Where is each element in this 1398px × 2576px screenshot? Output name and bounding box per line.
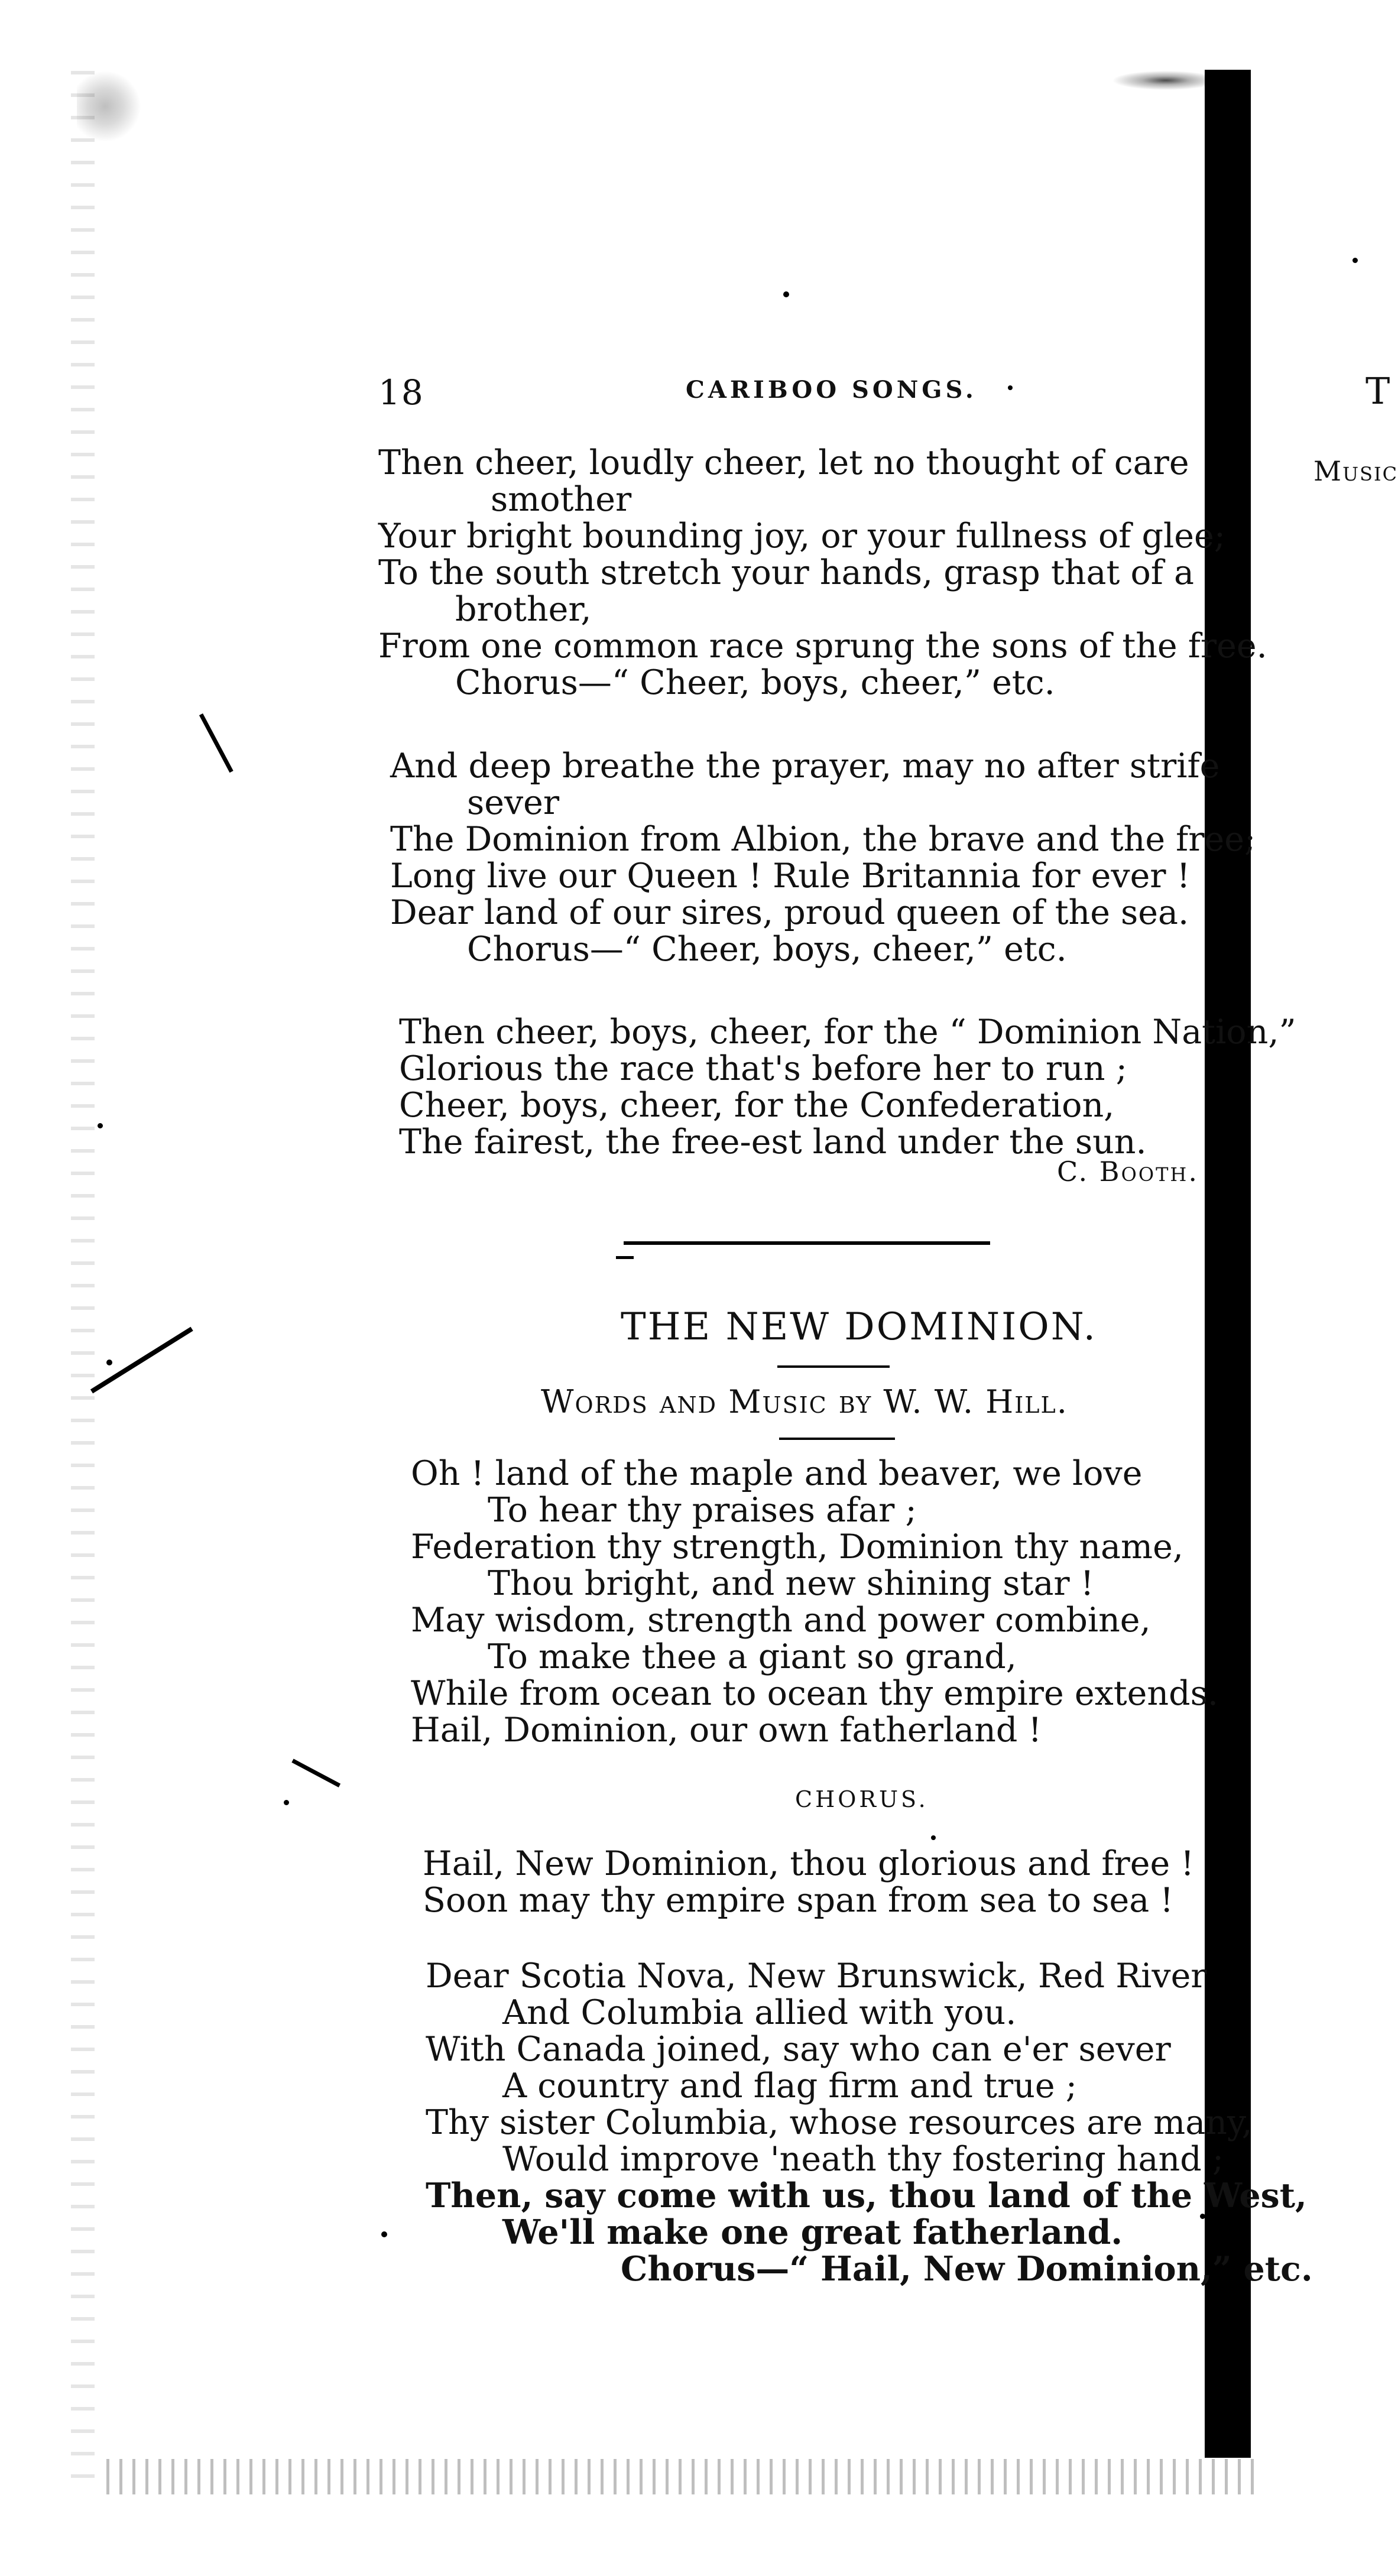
- verse-line: Dear land of our sires, proud queen of the sea.: [390, 893, 1189, 932]
- page-edge-smudge: [77, 65, 148, 148]
- verse-line: With Canada joined, say who can e'er sever: [426, 2030, 1171, 2069]
- verse-line: While from ocean to ocean thy empire extends.: [411, 1674, 1218, 1713]
- verse-line: From one common race sprung the sons of the free.: [378, 627, 1267, 666]
- song-byline: Words and Music by W. W. Hill.: [541, 1383, 1068, 1420]
- verse-line: We'll make one great fatherland.: [502, 2212, 1123, 2252]
- verse-line: sever: [467, 783, 560, 822]
- ink-speck: [1352, 258, 1358, 263]
- running-head: [378, 372, 1206, 413]
- ink-stroke: [199, 713, 233, 773]
- verse-line: The Dominion from Albion, the brave and the free;: [390, 820, 1256, 859]
- verse-line: Cheer, boys, cheer, for the Confederation,: [399, 1086, 1115, 1125]
- ink-speck: [98, 1123, 103, 1128]
- chorus-reference: Chorus—“ Cheer, boys, cheer,” etc.: [455, 663, 1055, 702]
- verse-line: Oh ! land of the maple and beaver, we love: [411, 1454, 1143, 1493]
- song-verse-1: [411, 1455, 1218, 1748]
- verse-line: Federation thy strength, Dominion thy name,: [411, 1527, 1183, 1566]
- stanza-1: [378, 445, 1267, 701]
- page-edge-bottom: [106, 2459, 1259, 2494]
- verse-line: Then cheer, loudly cheer, let no thought of care: [378, 443, 1189, 482]
- chorus-line: Hail, New Dominion, thou glorious and free !: [423, 1844, 1195, 1883]
- chorus-label: CHORUS.: [795, 1786, 929, 1812]
- page-edge-left: [71, 71, 95, 2494]
- verse-line: To hear thy praises afar ;: [488, 1491, 917, 1530]
- song-title: THE NEW DOMINION.: [621, 1305, 1097, 1349]
- title-underline: [777, 1365, 890, 1368]
- verse-line: smother: [491, 480, 632, 519]
- verse-line: Then cheer, boys, cheer, for the “ Dominion Nation,”: [399, 1013, 1296, 1052]
- overleaf-letter: T: [1365, 369, 1390, 413]
- ink-speck: [931, 1835, 936, 1840]
- chorus-reference: Chorus—“ Hail, New Dominion,” etc.: [621, 2249, 1313, 2289]
- ink-speck: [284, 1800, 289, 1805]
- ink-stroke: [616, 1256, 634, 1259]
- overleaf-word: Music: [1313, 455, 1398, 487]
- ink-stroke: [291, 1759, 340, 1787]
- verse-line: And Columbia allied with you.: [502, 1993, 1017, 2032]
- stanza-3: [399, 1014, 1296, 1160]
- stanza-2: [390, 748, 1256, 968]
- spine-smudge: [1088, 66, 1218, 90]
- page-number: 18: [378, 372, 424, 413]
- verse-line: To the south stretch your hands, grasp that of a: [378, 553, 1194, 592]
- song-verse-2: [426, 1958, 1313, 2288]
- verse-line: To make thee a giant so grand,: [488, 1637, 1017, 1676]
- ink-speck: [381, 2231, 387, 2237]
- section-divider: [624, 1241, 990, 1245]
- verse-line: Would improve 'neath thy fostering hand ;: [502, 2140, 1224, 2179]
- verse-line: And deep breathe the prayer, may no after strife: [390, 747, 1220, 786]
- verse-line: A country and flag firm and true ;: [502, 2066, 1077, 2105]
- verse-line: The fairest, the free-est land under the sun.: [399, 1122, 1147, 1162]
- verse-line: Thou bright, and new shining star !: [488, 1564, 1094, 1603]
- verse-line: Then, say come with us, thou land of the West,: [426, 2176, 1307, 2215]
- verse-line: Thy sister Columbia, whose resources are many,: [426, 2103, 1253, 2142]
- ink-stroke: [90, 1327, 193, 1394]
- song-chorus: [423, 1845, 1194, 1919]
- chorus-line: Soon may thy empire span from sea to sea !: [423, 1881, 1174, 1920]
- verse-line: Glorious the race that's before her to run ;: [399, 1049, 1127, 1088]
- chorus-reference: Chorus—“ Cheer, boys, cheer,” etc.: [467, 930, 1067, 969]
- verse-line: brother,: [455, 590, 592, 629]
- byline-underline: [779, 1438, 895, 1440]
- author-signature: C. Booth.: [1057, 1156, 1199, 1188]
- running-title: CARIBOO SONGS.: [686, 376, 977, 404]
- verse-line: May wisdom, strength and power combine,: [411, 1601, 1151, 1640]
- verse-line: Your bright bounding joy, or your fullness of glee;: [378, 517, 1225, 556]
- verse-line: Hail, Dominion, our own fatherland !: [411, 1711, 1042, 1750]
- verse-line: Long live our Queen ! Rule Britannia for ever !: [390, 856, 1191, 896]
- verse-line: Dear Scotia Nova, New Brunswick, Red River: [426, 1957, 1207, 1996]
- ink-speck: [783, 291, 789, 297]
- ink-speck: [106, 1360, 112, 1365]
